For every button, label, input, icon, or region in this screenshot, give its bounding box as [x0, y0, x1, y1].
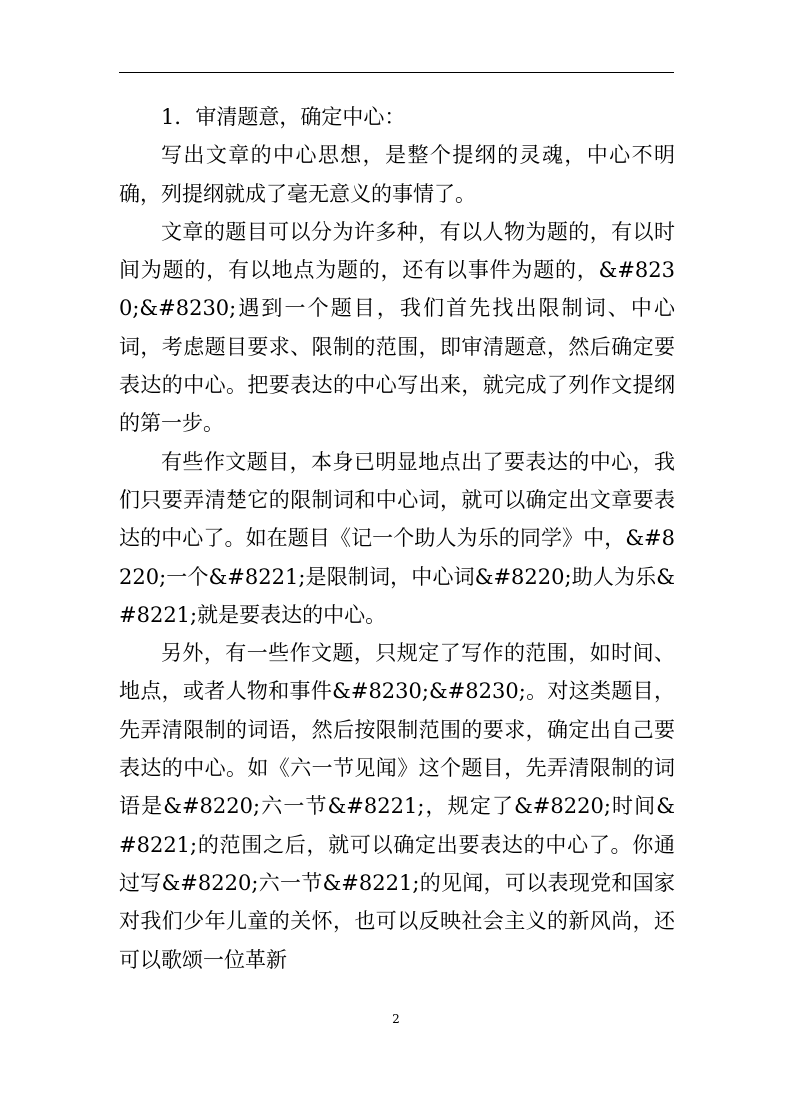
page-number: 2 — [392, 1012, 400, 1026]
paragraph-3: 有些作文题目，本身已明显地点出了要表达的中心，我们只要弄清楚它的限制词和中心词，就可以确定出文章要表达的中心了。如在题目《记一个助人为乐的同学》中，&#8220;一个&#8221;是限制词，中心词&#8220;助人为乐&#8221;就是要表达的中心。 — [119, 449, 675, 627]
document-body — [119, 98, 675, 979]
paragraph-2: 文章的题目可以分为许多种，有以人物为题的，有以时间为题的，有以地点为题的，还有以事件为题的，&#8230;&#8230;遇到一个题目，我们首先找出限制词、中心词，考虑题目要求、限制的范围，即审清题意，然后确定要表达的中心。把要表达的中心写出来，就完成了列作文提纲的第一步。 — [119, 219, 675, 436]
paragraph-1: 写出文章的中心思想，是整个提纲的灵魂，中心不明确，列提纲就成了毫无意义的事情了。 — [119, 143, 675, 206]
section-heading: 1．审清题意，确定中心： — [161, 105, 406, 129]
header-rule — [119, 72, 674, 73]
paragraph-4: 另外，有一些作文题，只规定了写作的范围，如时间、地点，或者人物和事件&#8230;&#8230;。对这类题目，先弄清限制的词语，然后按限制范围的要求，确定出自己要表达的中心。如《六一节见闻》这个题目，先弄清限制的词语是&#8220;六一节&#8221;，规定了&#8220;时间&#8221;的范围之后，就可以确定出要表达的中心了。你通过写&#8220;六一节&#8221;的见闻，可以表现党和国家对我们少年儿童的关怀，也可以反映社会主义的新风尚，还可以歌颂一位革新 — [119, 641, 675, 972]
